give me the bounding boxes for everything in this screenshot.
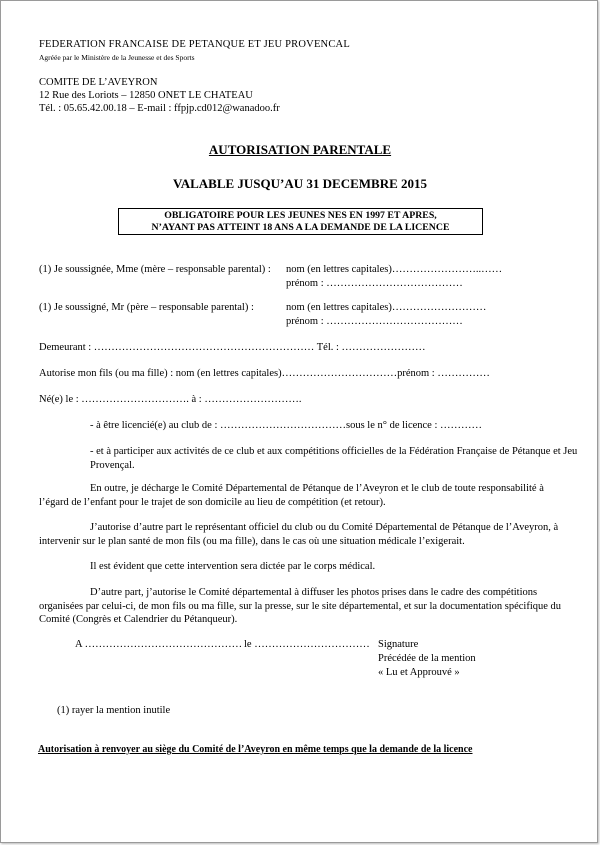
notice-line-1: OBLIGATOIRE POUR LES JEUNES NES EN 1997 ET APRES, — [164, 210, 437, 221]
validity-line: VALABLE JUSQU’AU 31 DECEMBRE 2015 — [172, 176, 427, 191]
signature-label: Signature — [378, 639, 419, 650]
mother-label: (1) Je soussignée, Mme (mère – responsable parental) : — [39, 264, 271, 275]
club-line: - à être licencié(e) au club de : ………………………………sous le n° de licence : ………… — [90, 420, 483, 431]
federation-agreement: Agréée par le Ministère de la Jeunesse et des Sports — [39, 53, 195, 62]
paragraph-discharge: En outre, je décharge le Comité Départemental de Pétanque de l’Aveyron et le club de toute responsabilité à l’égard de l’enfant pour le trajet de son domicile au lieu de compétition (et retour). — [39, 483, 544, 508]
birth-line: Né(e) le : …………………………. à : ………………………. — [39, 394, 302, 405]
authorize-child-line: Autorise mon fils (ou ma fille) : nom (en lettres capitales)……………………………prénom : …………… — [39, 368, 490, 379]
committee-name: COMITE DE L’AVEYRON — [39, 77, 158, 88]
notice-box — [118, 208, 483, 235]
signature-date: le …………………………… — [244, 639, 370, 650]
committee-address: 12 Rue des Loriots – 12850 ONET LE CHATEAU — [39, 90, 253, 101]
signature-preceded: Précédée de la mention — [378, 653, 476, 664]
father-firstname-field: prénom : ………………………………… — [286, 316, 463, 327]
footnote: (1) rayer la mention inutile — [57, 705, 171, 716]
paragraph-medical: J’autorise d’autre part le représentant officiel du club ou du Comité Départemental de Pétanque de l’Aveyron, à intervenir sur le plan santé de mon fils (ou ma fille), dans le cas où une situation médicale l’exigerait. — [39, 522, 559, 547]
paragraph-photos: D’autre part, j’autorise le Comité départemental à diffuser les photos prises dans le cadre des compétitions organisées par celui-ci, de mon fils ou ma fille, sur la presse, sur le site départemental, et sur la documentation spécifique du Comité (Congrès et Calendrier du Pétanqueur). — [39, 587, 562, 625]
return-instructions: Autorisation à renvoyer au siège du Comité de l’Aveyron en même temps que la demande de la licence — [38, 744, 473, 755]
signature-mention: « Lu et Approuvé » — [378, 667, 460, 678]
notice-line-2: N’AYANT PAS ATTEINT 18 ANS A LA DEMANDE DE LA LICENCE — [151, 222, 450, 233]
father-label: (1) Je soussigné, Mr (père – responsable parental) : — [39, 302, 254, 313]
signature-place: A ……………………………………… — [75, 639, 243, 650]
committee-contact: Tél. : 05.65.42.00.18 – E-mail : ffpjp.cd012@wanadoo.fr — [39, 103, 280, 114]
activities-line: - et à participer aux activités de ce club et aux compétitions officielles de la Fédération Française de Pétanque et Jeu Provençal. — [90, 446, 578, 471]
federation-name: FEDERATION FRANCAISE DE PETANQUE ET JEU PROVENCAL — [39, 39, 350, 50]
residence-line: Demeurant : ……………………………………………………… Tél. : …………………… — [39, 342, 426, 353]
document-title: AUTORISATION PARENTALE — [208, 142, 392, 157]
father-name-field: nom (en lettres capitales)……………………… — [286, 302, 487, 313]
mother-firstname-field: prénom : ………………………………… — [286, 278, 463, 289]
paragraph-doctor: Il est évident que cette intervention sera dictée par le corps médical. — [90, 561, 376, 572]
mother-name-field: nom (en lettres capitales)……………………..…… — [286, 264, 503, 275]
